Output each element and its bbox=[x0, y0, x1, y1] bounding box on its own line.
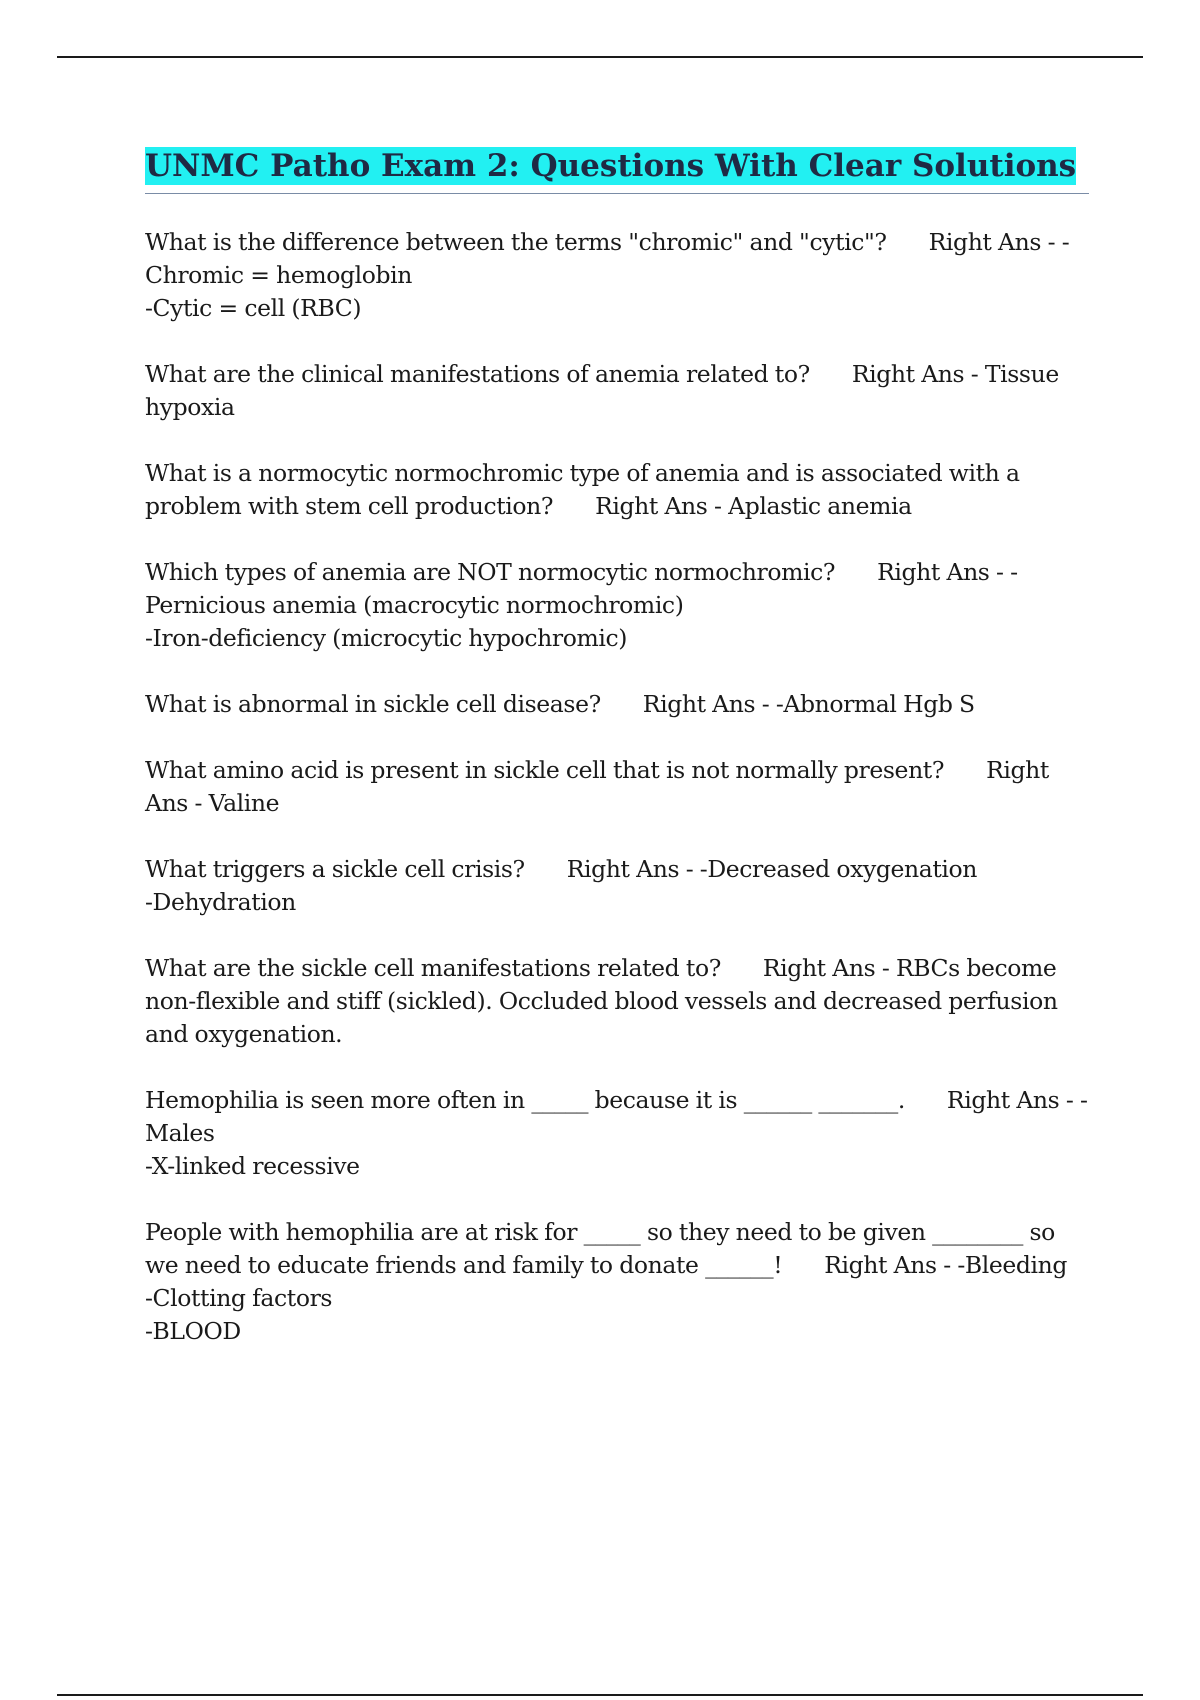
question-text: What is abnormal in sickle cell disease? bbox=[145, 690, 601, 718]
answer-text: - -Bleeding bbox=[943, 1251, 1067, 1279]
qa-first-line bbox=[145, 457, 1090, 523]
qa-first-line bbox=[145, 556, 1090, 622]
question-text: What is the difference between the terms "chromic" and "cytic"? bbox=[145, 228, 887, 256]
qa-first-line bbox=[145, 754, 1090, 820]
qa-first-line bbox=[145, 358, 1090, 424]
top-rule bbox=[57, 56, 1143, 58]
question-text: What is a normocytic normochromic type of anemia and is associated with a problem with stem cell production? bbox=[145, 459, 1020, 520]
qa-first-line bbox=[145, 952, 1090, 1051]
title-block bbox=[145, 145, 1089, 194]
qa-first-line bbox=[145, 226, 1090, 292]
qa-item bbox=[145, 1216, 1090, 1348]
answer-label: Right Ans bbox=[566, 855, 680, 883]
answer-text: - -Males bbox=[145, 1086, 1088, 1147]
question-text: What are the sickle cell manifestations related to? bbox=[145, 954, 721, 982]
answer-label: Right Ans bbox=[877, 558, 990, 586]
answer-text: -Iron-deficiency (microcytic hypochromic) bbox=[145, 624, 628, 652]
qa-item bbox=[145, 952, 1090, 1051]
question-text: Hemophilia is seen more often in _____ because it is ______ _______. bbox=[145, 1086, 905, 1114]
answer-text: - -Chromic = hemoglobin bbox=[145, 228, 1070, 289]
answer-text: - RBCs become non-flexible and stiff (sickled). Occluded blood vessels and decreased perfusion and oxygenation. bbox=[145, 954, 1058, 1048]
question-text: What amino acid is present in sickle cell that is not normally present? bbox=[145, 756, 945, 784]
qa-item bbox=[145, 358, 1090, 424]
answer-label: Right Ans bbox=[928, 228, 1042, 256]
answer-label: Right Ans bbox=[762, 954, 876, 982]
question-text: What triggers a sickle cell crisis? bbox=[145, 855, 525, 883]
answer-text: -Clotting factors bbox=[145, 1284, 333, 1312]
qa-item bbox=[145, 853, 1090, 919]
answer-label: Right Ans bbox=[642, 690, 756, 718]
answer-text: -X-linked recessive bbox=[145, 1152, 360, 1180]
question-text: People with hemophilia are at risk for _____ so they need to be given ________ so we need to educate friends and family to donate ______! bbox=[145, 1218, 1055, 1279]
question-text: What are the clinical manifestations of anemia related to? bbox=[145, 360, 810, 388]
page-title: UNMC Patho Exam 2: Questions With Clear Solutions bbox=[145, 148, 1077, 184]
question-text: Which types of anemia are NOT normocytic normochromic? bbox=[145, 558, 836, 586]
qa-first-line bbox=[145, 688, 1090, 721]
qa-item bbox=[145, 457, 1090, 523]
bottom-rule bbox=[57, 1694, 1143, 1696]
answer-text: - -Decreased oxygenation bbox=[685, 855, 977, 883]
qa-item bbox=[145, 754, 1090, 820]
answer-text: - -Abnormal Hgb S bbox=[761, 690, 975, 718]
answer-text: - Aplastic anemia bbox=[714, 492, 912, 520]
answer-text: -Dehydration bbox=[145, 888, 296, 916]
qa-first-line bbox=[145, 1084, 1090, 1150]
qa-item bbox=[145, 556, 1090, 655]
qa-first-line bbox=[145, 853, 1090, 886]
answer-label: Right Ans bbox=[851, 360, 965, 388]
answer-text: -BLOOD bbox=[145, 1317, 241, 1345]
answer-text: - Valine bbox=[194, 789, 280, 817]
qa-item bbox=[145, 226, 1090, 325]
answer-text: - -Pernicious anemia (macrocytic normochromic) bbox=[145, 558, 1018, 619]
answer-label: Right Ans bbox=[824, 1251, 937, 1279]
answer-text: - Tissue hypoxia bbox=[145, 360, 1059, 421]
answer-label: Right Ans bbox=[946, 1086, 1060, 1114]
qa-item bbox=[145, 688, 1090, 721]
answer-label: Right Ans bbox=[145, 756, 1049, 817]
qa-item bbox=[145, 1084, 1090, 1183]
qa-list bbox=[145, 226, 1090, 1381]
qa-first-line bbox=[145, 1216, 1090, 1282]
answer-text: -Cytic = cell (RBC) bbox=[145, 294, 362, 322]
answer-label: Right Ans bbox=[595, 492, 708, 520]
